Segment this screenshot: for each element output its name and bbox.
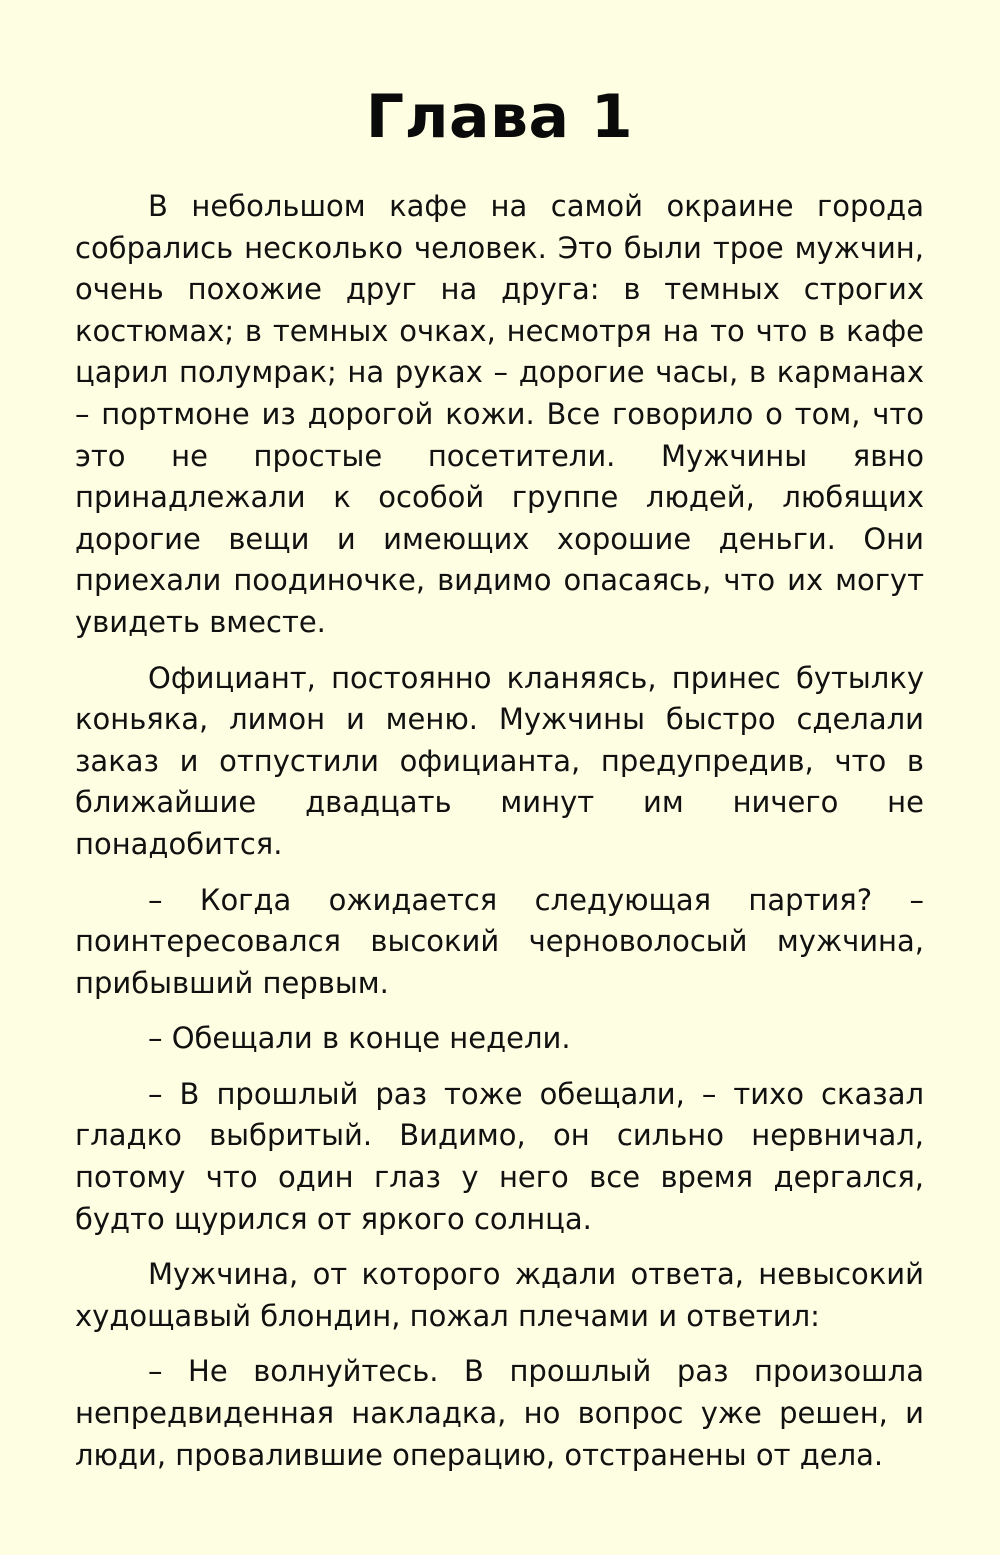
paragraph: – Не волнуйтесь. В прошлый раз произошла непредвиденная накладка, но вопрос уже решен, и люди, провалившие операцию, отстранены от дела. [75,1354,924,1472]
paragraph: В небольшом кафе на самой окраине города собрались несколько человек. Это были трое мужчин, очень похожие друг на друга: в темных строгих костюмах; в темных очках, несмотря на то что в кафе царил полумрак; на руках – дорогие часы, в карманах – портмоне из дорогой кожи. Все говорило о том, что это не простые посетители. Мужчины явно принадлежали к особой группе людей, любящих дорогие вещи и имеющих хорошие деньги. Они приехали поодиночке, видимо опасаясь, что их могут увидеть вместе. [75,189,924,639]
paragraph: – Обещали в конце недели. [148,1021,571,1056]
paragraph: Официант, постоянно кланяясь, принес бутылку коньяка, лимон и меню. Мужчины быстро сделали заказ и отпустили официанта, предупредив, что в ближайшие двадцать минут им ничего не понадобится. [75,660,924,861]
paragraph: – Когда ожидается следующая партия? – поинтересовался высокий черноволосый мужчина, прибывший первым. [75,882,924,1000]
chapter-body [75,186,924,1476]
chapter-title: Глава 1 [365,82,634,152]
paragraph: – В прошлый раз тоже обещали, – тихо сказал гладко выбритый. Видимо, он сильно нервничал, потому что один глаз у него все время дергался, будто щурился от яркого солнца. [75,1076,924,1236]
paragraph: Мужчина, от которого ждали ответа, невысокий худощавый блондин, пожал плечами и ответил: [75,1257,924,1333]
